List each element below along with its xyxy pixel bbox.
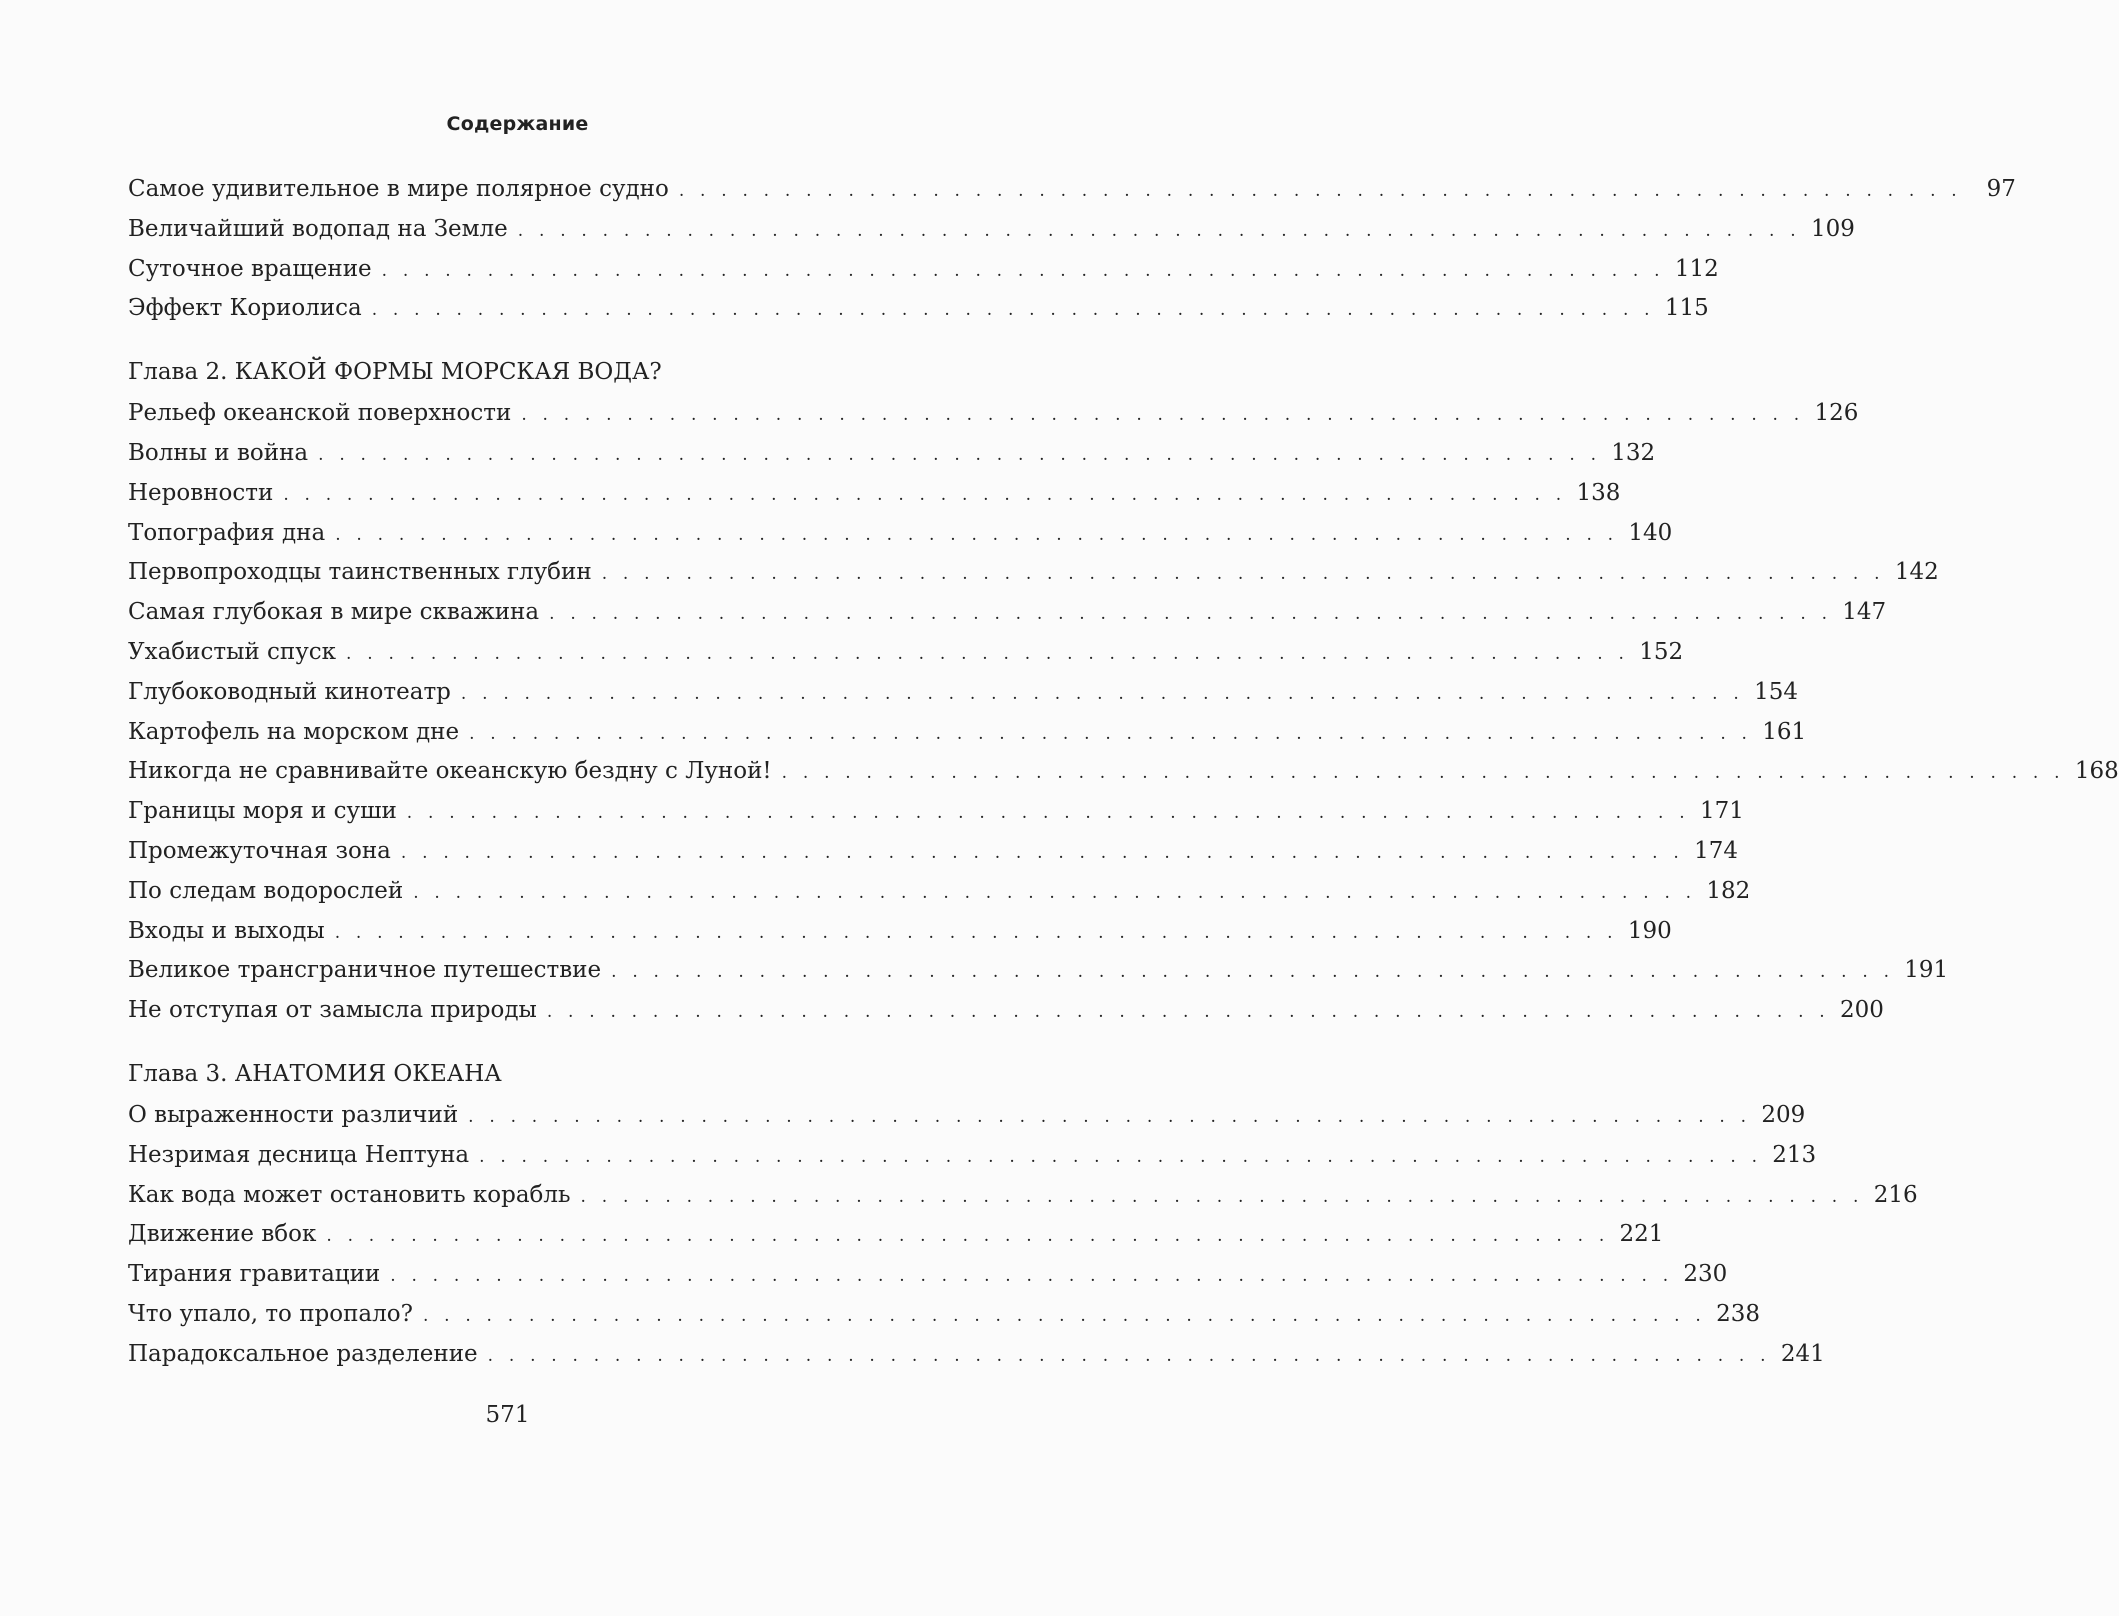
toc-entry-page: 138 [1576,479,1621,506]
toc-entry-title: Картофель на морском дне [128,718,460,745]
toc-entry-page: 191 [1904,957,1949,984]
toc-entry [128,514,1673,554]
dot-leader: . . . . . . . . . . . . . . . . . . . . . . . . . . . . . . . . . . . . . . . . . . . . . . . . . . . . . . . . . . . . . [318,444,1602,465]
dot-leader: . . . . . . . . . . . . . . . . . . . . . . . . . . . . . . . . . . . . . . . . . . . . . . . . . . . . . . . . . . . . . [546,1002,1830,1023]
toc-entry [128,713,1807,753]
toc-entry-title: О выраженности различий [128,1101,459,1128]
toc-entry-page: 97 [1986,176,2016,202]
toc-entry-page: 241 [1780,1340,1825,1367]
toc-entry-title: Промежуточная зона [128,837,391,864]
chapter-heading: Глава 3. АНАТОМИЯ ОКЕАНА [128,1060,502,1087]
toc-entry-page: 126 [1814,400,1859,427]
toc-entry-page: 152 [1639,638,1684,665]
dot-leader: . . . . . . . . . . . . . . . . . . . . . . . . . . . . . . . . . . . . . . . . . . . . . . . . . . . . . . . . . . . . . [413,882,1697,903]
toc-entry-title: По следам водорослей [128,877,404,904]
toc-entry-title: Самое удивительное в мире полярное судно [128,176,669,202]
toc-entry-title: Рельеф океанской поверхности [128,400,512,427]
dot-leader: . . . . . . . . . . . . . . . . . . . . . . . . . . . . . . . . . . . . . . . . . . . . . . . . . . . . . . . . . . . . . [334,922,1618,943]
toc-entry [128,394,1859,434]
dot-leader: . . . . . . . . . . . . . . . . . . . . . . . . . . . . . . . . . . . . . . . . . . . . . . . . . . . . . . . . . . . . . [390,1266,1674,1287]
toc-entry [128,673,1798,713]
toc-entry [128,474,1621,514]
dot-leader: . . . . . . . . . . . . . . . . . . . . . . . . . . . . . . . . . . . . . . . . . . . . . . . . . . . . . . . . . . . . . [549,604,1833,625]
toc-entry-page: 230 [1683,1261,1728,1288]
dot-leader: . . . . . . . . . . . . . . . . . . . . . . . . . . . . . . . . . . . . . . . . . . . . . . . . . . . . . . . . . . . . . [400,842,1684,863]
toc-entry [128,1136,1817,1176]
toc-entry-title: Первопроходцы таинственных глубин [128,559,592,586]
toc-entry-page: 140 [1628,519,1673,546]
toc-entry-title: Топография дна [128,519,326,546]
chapter-heading: Глава 2. КАКОЙ ФОРМЫ МОРСКАЯ ВОДА? [128,359,662,386]
toc-entry [128,1215,1664,1255]
toc-entry [128,633,1684,673]
toc-entry-title: Тирания гравитации [128,1261,381,1288]
toc-entry-page: 216 [1873,1181,1918,1208]
page-number: 571 [485,1402,530,1428]
running-head: Содержание [446,113,589,135]
toc-entry-title: Самая глубокая в мире скважина [128,599,540,626]
toc-entry-title: Движение вбок [128,1221,317,1248]
toc-entry-title: Суточное вращение [128,255,372,282]
dot-leader: . . . . . . . . . . . . . . . . . . . . . . . . . . . . . . . . . . . . . . . . . . . . . . . . . . . . . . . . . . . . . [487,1345,1771,1366]
toc-entry-page: 115 [1664,295,1709,322]
toc-entry [128,1335,1825,1375]
toc-entry-page: 213 [1772,1141,1817,1168]
toc-entry [128,210,1855,250]
toc-entry-page: 200 [1839,997,1884,1024]
dot-leader: . . . . . . . . . . . . . . . . . . . . . . . . . . . . . . . . . . . . . . . . . . . . . . . . . . . . . . . . . . . . . [381,260,1665,281]
dot-leader: . . . . . . . . . . . . . . . . . . . . . . . . . . . . . . . . . . . . . . . . . . . . . . . . . . . . . . . . . . . . . [678,181,1962,201]
toc-entry [128,1295,1760,1335]
toc-entry-page: 171 [1699,798,1744,825]
toc-entry [128,1176,1918,1216]
toc-entry [128,1255,1728,1295]
dot-leader: . . . . . . . . . . . . . . . . . . . . . . . . . . . . . . . . . . . . . . . . . . . . . . . . . . . . . . . . . . . . . [422,1305,1706,1326]
toc-entry-title: Входы и выходы [128,917,325,944]
dot-leader: . . . . . . . . . . . . . . . . . . . . . . . . . . . . . . . . . . . . . . . . . . . . . . . . . . . . . . . . . . . . . [406,803,1690,824]
dot-leader: . . . . . . . . . . . . . . . . . . . . . . . . . . . . . . . . . . . . . . . . . . . . . . . . . . . . . . . . . . . . . [326,1226,1610,1247]
toc-entry-title: Ухабистый спуск [128,638,337,665]
toc-entry [128,170,2016,210]
toc-entry-title: Неровности [128,479,274,506]
toc-entry [128,553,1939,593]
toc-entry-page: 132 [1611,439,1656,466]
dot-leader: . . . . . . . . . . . . . . . . . . . . . . . . . . . . . . . . . . . . . . . . . . . . . . . . . . . . . . . . . . . . . [517,220,1801,241]
dot-leader: . . . . . . . . . . . . . . . . . . . . . . . . . . . . . . . . . . . . . . . . . . . . . . . . . . . . . . . . . . . . . [469,723,1753,744]
toc-entry-title: Границы моря и суши [128,798,397,825]
toc-entry-page: 209 [1761,1101,1806,1128]
dot-leader: . . . . . . . . . . . . . . . . . . . . . . . . . . . . . . . . . . . . . . . . . . . . . . . . . . . . . . . . . . . . . [479,1146,1763,1167]
dot-leader: . . . . . . . . . . . . . . . . . . . . . . . . . . . . . . . . . . . . . . . . . . . . . . . . . . . . . . . . . . . . . [460,683,1744,704]
toc-entry-page: 142 [1894,559,1939,586]
dot-leader: . . . . . . . . . . . . . . . . . . . . . . . . . . . . . . . . . . . . . . . . . . . . . . . . . . . . . . . . . . . . . [371,300,1655,321]
toc-entry-title: Парадоксальное разделение [128,1340,478,1367]
toc-entry-page: 182 [1706,877,1751,904]
dot-leader: . . . . . . . . . . . . . . . . . . . . . . . . . . . . . . . . . . . . . . . . . . . . . . . . . . . . . . . . . . . . . [521,405,1805,426]
toc-entry-title: Величайший водопад на Земле [128,215,508,242]
toc-entry [128,752,2119,792]
dot-leader: . . . . . . . . . . . . . . . . . . . . . . . . . . . . . . . . . . . . . . . . . . . . . . . . . . . . . . . . . . . . . [468,1106,1752,1127]
toc-entry-title: Глубоководный кинотеатр [128,678,451,705]
dot-leader: . . . . . . . . . . . . . . . . . . . . . . . . . . . . . . . . . . . . . . . . . . . . . . . . . . . . . . . . . . . . . [601,564,1885,585]
toc-entry-title: Как вода может остановить корабль [128,1181,571,1208]
toc-entry [128,792,1744,832]
toc-entry [128,991,1884,1031]
dot-leader: . . . . . . . . . . . . . . . . . . . . . . . . . . . . . . . . . . . . . . . . . . . . . . . . . . . . . . . . . . . . . [283,484,1567,505]
toc-entry-page: 190 [1627,917,1672,944]
toc-entry-title: Великое трансграничное путешествие [128,957,602,984]
toc-entry [128,289,1709,329]
toc-entry [128,872,1751,912]
toc-entry-page: 154 [1754,678,1798,705]
toc-entry-title: Что упало, то пропало? [128,1300,413,1327]
dot-leader: . . . . . . . . . . . . . . . . . . . . . . . . . . . . . . . . . . . . . . . . . . . . . . . . . . . . . . . . . . . . . [580,1186,1864,1207]
toc-entry [128,250,1719,290]
toc-entry-page: 221 [1619,1221,1664,1248]
toc-entry-page: 161 [1762,718,1807,745]
dot-leader: . . . . . . . . . . . . . . . . . . . . . . . . . . . . . . . . . . . . . . . . . . . . . . . . . . . . . . . . . . . . . [781,763,2065,784]
toc-entry-title: Эффект Кориолиса [128,295,362,322]
toc-entry-page: 238 [1716,1300,1760,1327]
table-of-contents [128,170,2119,1375]
toc-entry [128,912,1672,952]
dot-leader: . . . . . . . . . . . . . . . . . . . . . . . . . . . . . . . . . . . . . . . . . . . . . . . . . . . . . . . . . . . . . [346,643,1630,664]
dot-leader: . . . . . . . . . . . . . . . . . . . . . . . . . . . . . . . . . . . . . . . . . . . . . . . . . . . . . . . . . . . . . [611,962,1895,983]
toc-entry-title: Не отступая от замысла природы [128,997,537,1024]
toc-entry-title: Волны и война [128,439,309,466]
toc-entry [128,832,1738,872]
toc-entry [128,951,1949,991]
toc-entry-page: 112 [1674,255,1719,282]
toc-entry [128,434,1656,474]
toc-entry-page: 174 [1694,837,1738,864]
toc-entry [128,1096,1806,1136]
toc-entry-title: Незримая десница Нептуна [128,1141,470,1168]
toc-entry-page: 168 [2074,758,2119,785]
dot-leader: . . . . . . . . . . . . . . . . . . . . . . . . . . . . . . . . . . . . . . . . . . . . . . . . . . . . . . . . . . . . . [335,524,1619,545]
toc-entry-page: 109 [1810,215,1855,242]
toc-entry [128,593,1887,633]
toc-entry-title: Никогда не сравнивайте океанскую бездну с Луной! [128,758,772,785]
toc-entry-page: 147 [1842,599,1887,626]
